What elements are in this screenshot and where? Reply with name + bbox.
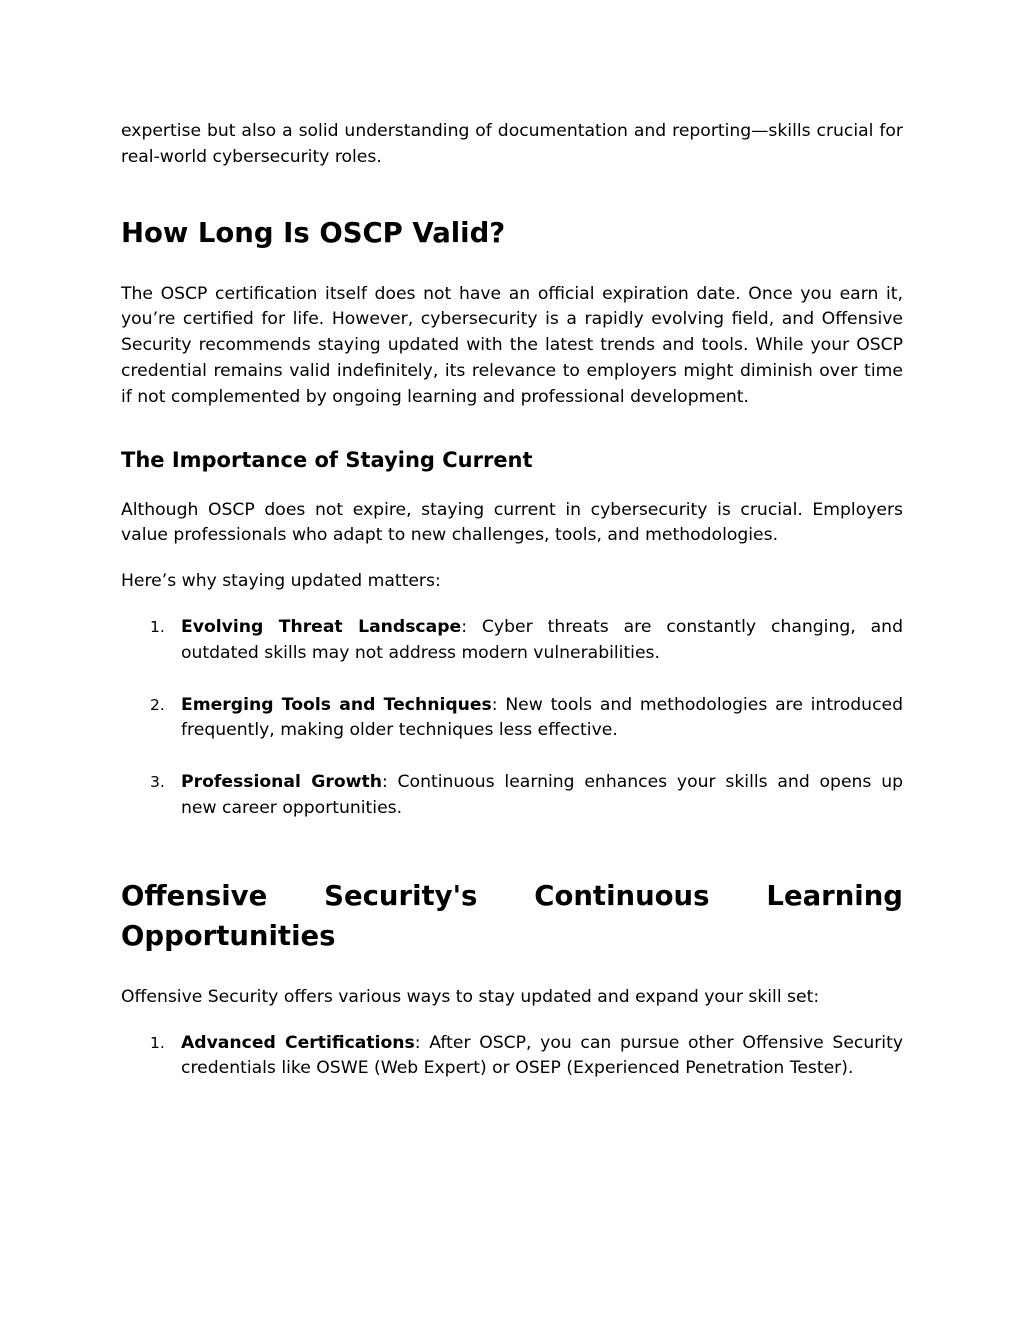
learning-opportunities-list <box>121 1031 903 1083</box>
document-page <box>121 119 903 1082</box>
list-number: 1. <box>150 1033 165 1052</box>
list-item <box>121 693 903 745</box>
list-item <box>121 615 903 667</box>
validity-paragraph: The OSCP certification itself does not have an official expiration date. Once you earn it, you’re certified for life. However, cybersecurity is a rapidly evolving field, and Offensive Security recommends staying updated with the latest trends and tools. While your OSCP credential remains valid indefinitely, its relevance to employers might diminish over time if not complemented by ongoing learning and professional development. <box>121 283 903 407</box>
staying-current-paragraph: Although OSCP does not expire, staying current in cybersecurity is crucial. Employers value professionals who adapt to new challenges, tools, and methodologies. <box>121 499 903 546</box>
why-updated-lead-in: Here’s why staying updated matters: <box>121 571 441 592</box>
list-number: 1. <box>150 617 165 636</box>
list-item-text: : Continuous learning enhances your skills and opens up new career opportunities. <box>181 772 903 818</box>
intro-paragraph: expertise but also a solid understanding of documentation and reporting—skills crucial for real-world cybersecurity roles. <box>121 121 903 167</box>
list-item-term: Advanced Certifications <box>181 1032 415 1053</box>
list-item-text: : After OSCP, you can pursue other Offensive Security credentials like OSWE (Web Expert) or OSEP (Experienced Penetration Tester). <box>181 1032 903 1079</box>
heading-continuous-learning: Offensive Security's Continuous Learning Opportunities <box>121 879 903 952</box>
why-updated-list <box>121 615 903 822</box>
list-item-text: : New tools and methodologies are introduced frequently, making older techniques less effective. <box>181 694 904 741</box>
list-item-term: Emerging Tools and Techniques <box>181 694 492 715</box>
list-number: 3. <box>150 773 165 792</box>
heading-oscp-validity: How Long Is OSCP Valid? <box>121 216 506 249</box>
list-number: 2. <box>150 695 165 714</box>
list-item-term: Professional Growth <box>181 772 382 793</box>
list-item-text: : Cyber threats are constantly changing, and outdated skills may not address modern vulnerabilities. <box>181 616 903 663</box>
list-item-term: Evolving Threat Landscape <box>181 616 462 637</box>
continuous-learning-paragraph: Offensive Security offers various ways to stay updated and expand your skill set: <box>121 986 820 1007</box>
heading-staying-current: The Importance of Staying Current <box>121 447 533 472</box>
list-item <box>121 1031 903 1083</box>
list-item <box>121 770 903 822</box>
